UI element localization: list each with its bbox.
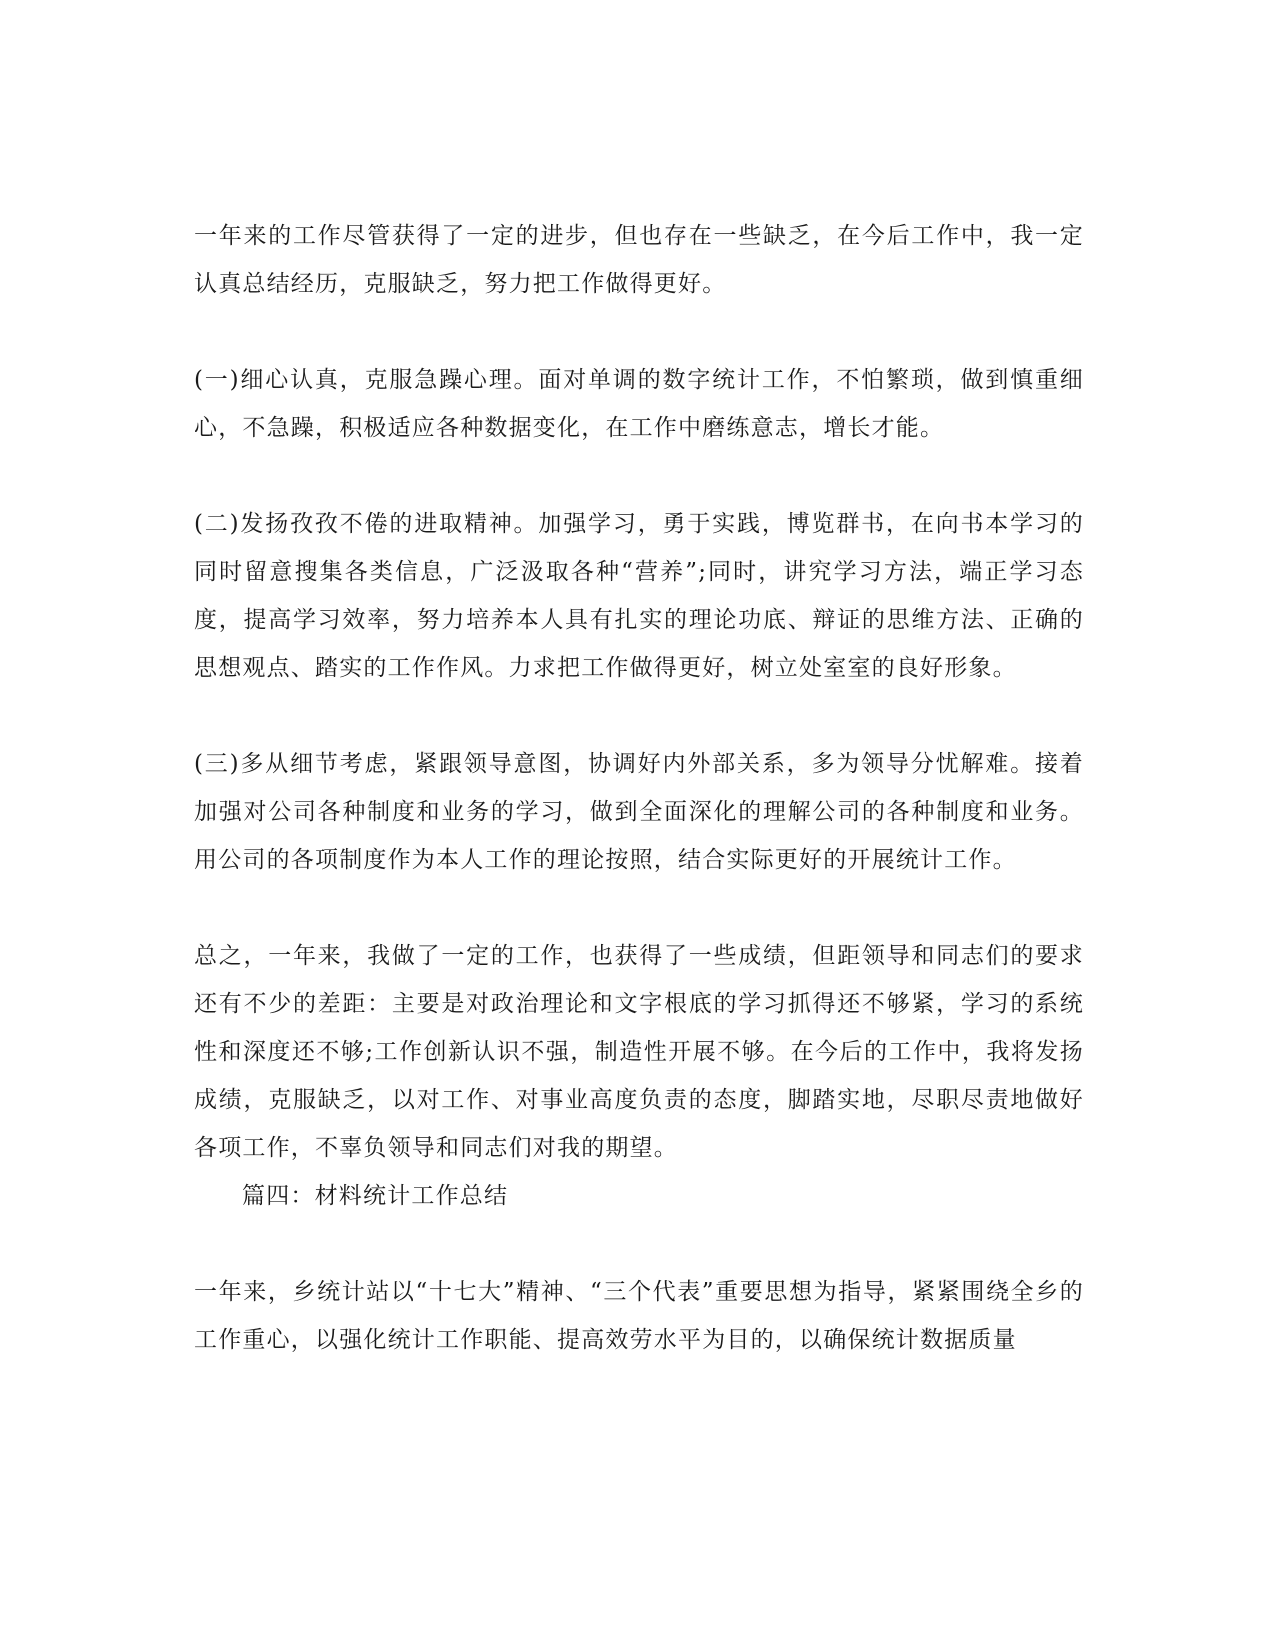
paragraph-spacer: [194, 1220, 1084, 1268]
paragraph-spacer: [194, 452, 1084, 500]
paragraph-summary: 总之，一年来，我做了一定的工作，也获得了一些成绩，但距领导和同志们的要求还有不少的差距：主要是对政治理论和文字根底的学习抓得还不够紧，学习的系统性和深度还不够;工作创新认识不强，制造性开展不够。在今后的工作中，我将发扬成绩，克服缺乏，以对工作、对事业高度负责的态度，脚踏实地，尽职尽责地做好各项工作，不辜负领导和同志们对我的期望。: [194, 943, 1084, 1161]
document-body: [194, 212, 1084, 1364]
paragraph-spacer: [194, 884, 1084, 932]
paragraph-intro: 一年来的工作尽管获得了一定的进步，但也存在一些缺乏，在今后工作中，我一定认真总结经历，克服缺乏，努力把工作做得更好。: [194, 223, 1084, 297]
paragraph-point-3: (三)多从细节考虑，紧跟领导意图，协调好内外部关系，多为领导分忧解难。接着加强对公司各种制度和业务的学习，做到全面深化的理解公司的各种制度和业务。用公司的各项制度作为本人工作的理论按照，结合实际更好的开展统计工作。: [194, 751, 1084, 873]
paragraph-point-2: (二)发扬孜孜不倦的进取精神。加强学习，勇于实践，博览群书，在向书本学习的同时留意搜集各类信息，广泛汲取各种“营养”;同时，讲究学习方法，端正学习态度，提高学习效率，努力培养本人具有扎实的理论功底、辩证的思维方法、正确的思想观点、踏实的工作作风。力求把工作做得更好，树立处室室的良好形象。: [194, 511, 1084, 681]
section-heading: 篇四：材料统计工作总结: [242, 1183, 509, 1209]
paragraph-spacer: [194, 692, 1084, 740]
paragraph-section-four-intro: 一年来，乡统计站以“十七大”精神、“三个代表”重要思想为指导，紧紧围绕全乡的工作重心，以强化统计工作职能、提高效劳水平为目的，以确保统计数据质量: [194, 1279, 1084, 1353]
paragraph-spacer: [194, 308, 1084, 356]
paragraph-point-1: (一)细心认真，克服急躁心理。面对单调的数字统计工作，不怕繁琐，做到慎重细心，不急躁，积极适应各种数据变化，在工作中磨练意志，增长才能。: [194, 367, 1084, 441]
